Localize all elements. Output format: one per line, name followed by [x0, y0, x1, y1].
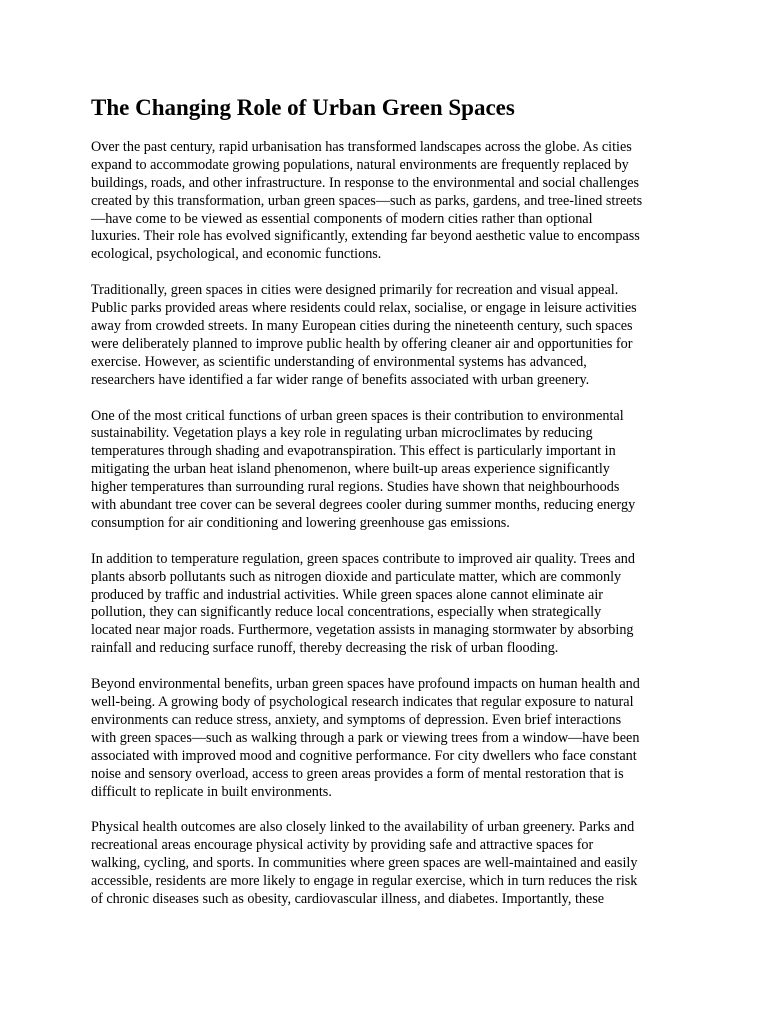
paragraph-line: difficult to replicate in built environments. — [91, 783, 332, 800]
paragraph-line: Over the past century, rapid urbanisation has transformed landscapes across the globe. As cities — [91, 139, 632, 155]
body-paragraph — [91, 139, 681, 264]
paragraph-line: produced by traffic and industrial activities. While green spaces alone cannot eliminate air — [91, 586, 604, 603]
body-paragraph — [91, 676, 681, 801]
paragraph-line: ecological, psychological, and economic functions. — [91, 246, 382, 263]
paragraph-list — [91, 139, 681, 909]
paragraph-line: walking, cycling, and sports. In communities where green spaces are well-maintained and easily — [91, 855, 638, 872]
paragraph-line: researchers have identified a far wider range of benefits associated with urban greenery. — [91, 371, 590, 388]
paragraph-line: rainfall and reducing surface runoff, thereby decreasing the risk of urban flooding. — [91, 640, 559, 657]
paragraph-line: were deliberately planned to improve public health by offering cleaner air and opportunities for — [91, 335, 633, 352]
paragraph-line: Physical health outcomes are also closely linked to the availability of urban greenery. Parks and — [91, 819, 635, 836]
paragraph-line: luxuries. Their role has evolved significantly, extending far beyond aesthetic value to encompass — [91, 228, 640, 245]
body-paragraph — [91, 551, 681, 658]
paragraph-line: One of the most critical functions of urban green spaces is their contribution to environmental — [91, 407, 624, 424]
paragraph-line: expand to accommodate growing populations, natural environments are frequently replaced by — [91, 156, 629, 173]
body-paragraph — [91, 408, 681, 533]
paragraph-line: mitigating the urban heat island phenomenon, where built-up areas experience significantly — [91, 461, 610, 478]
paragraph-line: plants absorb pollutants such as nitrogen dioxide and particulate matter, which are commonly — [91, 568, 622, 585]
paragraph-line: accessible, residents are more likely to engage in regular exercise, which in turn reduces the risk — [91, 873, 638, 890]
paragraph-line: with abundant tree cover can be several degrees cooler during summer months, reducing energy — [91, 497, 636, 514]
paragraph-line: Beyond environmental benefits, urban green spaces have profound impacts on human health and — [91, 676, 640, 693]
paragraph-line: pollution, they can significantly reduce local concentrations, especially when strategically — [91, 604, 602, 621]
paragraph-line: environments can reduce stress, anxiety, and symptoms of depression. Even brief interactions — [91, 711, 622, 728]
paragraph-line: noise and sensory overload, access to green areas provides a form of mental restoration that is — [91, 765, 624, 782]
document-body — [91, 94, 681, 909]
paragraph-line: higher temperatures than surrounding rural regions. Studies have shown that neighbourhoods — [91, 479, 620, 496]
paragraph-line: of chronic diseases such as obesity, cardiovascular illness, and diabetes. Importantly, these — [91, 890, 605, 907]
paragraph-line: sustainability. Vegetation plays a key role in regulating urban microclimates by reducing — [91, 425, 593, 442]
paragraph-line: exercise. However, as scientific understanding of environmental systems has advanced, — [91, 353, 587, 370]
paragraph-line: located near major roads. Furthermore, vegetation assists in managing stormwater by absorbing — [91, 622, 634, 639]
paragraph-line: Public parks provided areas where residents could relax, socialise, or engage in leisure activities — [91, 300, 637, 317]
paragraph-line: recreational areas encourage physical activity by providing safe and attractive spaces for — [91, 837, 594, 854]
paragraph-line: buildings, roads, and other infrastructure. In response to the environmental and social challenges — [91, 174, 640, 191]
document-title: The Changing Role of Urban Green Spaces — [91, 95, 515, 120]
body-paragraph — [91, 819, 681, 908]
paragraph-line: temperatures through shading and evapotranspiration. This effect is particularly important in — [91, 443, 616, 460]
paragraph-line: —have come to be viewed as essential components of modern cities rather than optional — [91, 210, 593, 227]
paragraph-line: Traditionally, green spaces in cities were designed primarily for recreation and visual appeal. — [91, 282, 619, 299]
paragraph-line: away from crowded streets. In many European cities during the nineteenth century, such spaces — [91, 318, 633, 335]
paragraph-line: In addition to temperature regulation, green spaces contribute to improved air quality. Trees and — [91, 550, 635, 567]
paragraph-line: with green spaces—such as walking through a park or viewing trees from a window—have been — [91, 729, 640, 746]
paragraph-line: associated with improved mood and cognitive performance. For city dwellers who face constant — [91, 747, 637, 764]
paragraph-line: created by this transformation, urban green spaces—such as parks, gardens, and tree-lined streets — [91, 192, 643, 209]
paragraph-line: well-being. A growing body of psychological research indicates that regular exposure to natural — [91, 694, 634, 711]
body-paragraph — [91, 282, 681, 389]
paragraph-line: consumption for air conditioning and lowering greenhouse gas emissions. — [91, 514, 510, 531]
